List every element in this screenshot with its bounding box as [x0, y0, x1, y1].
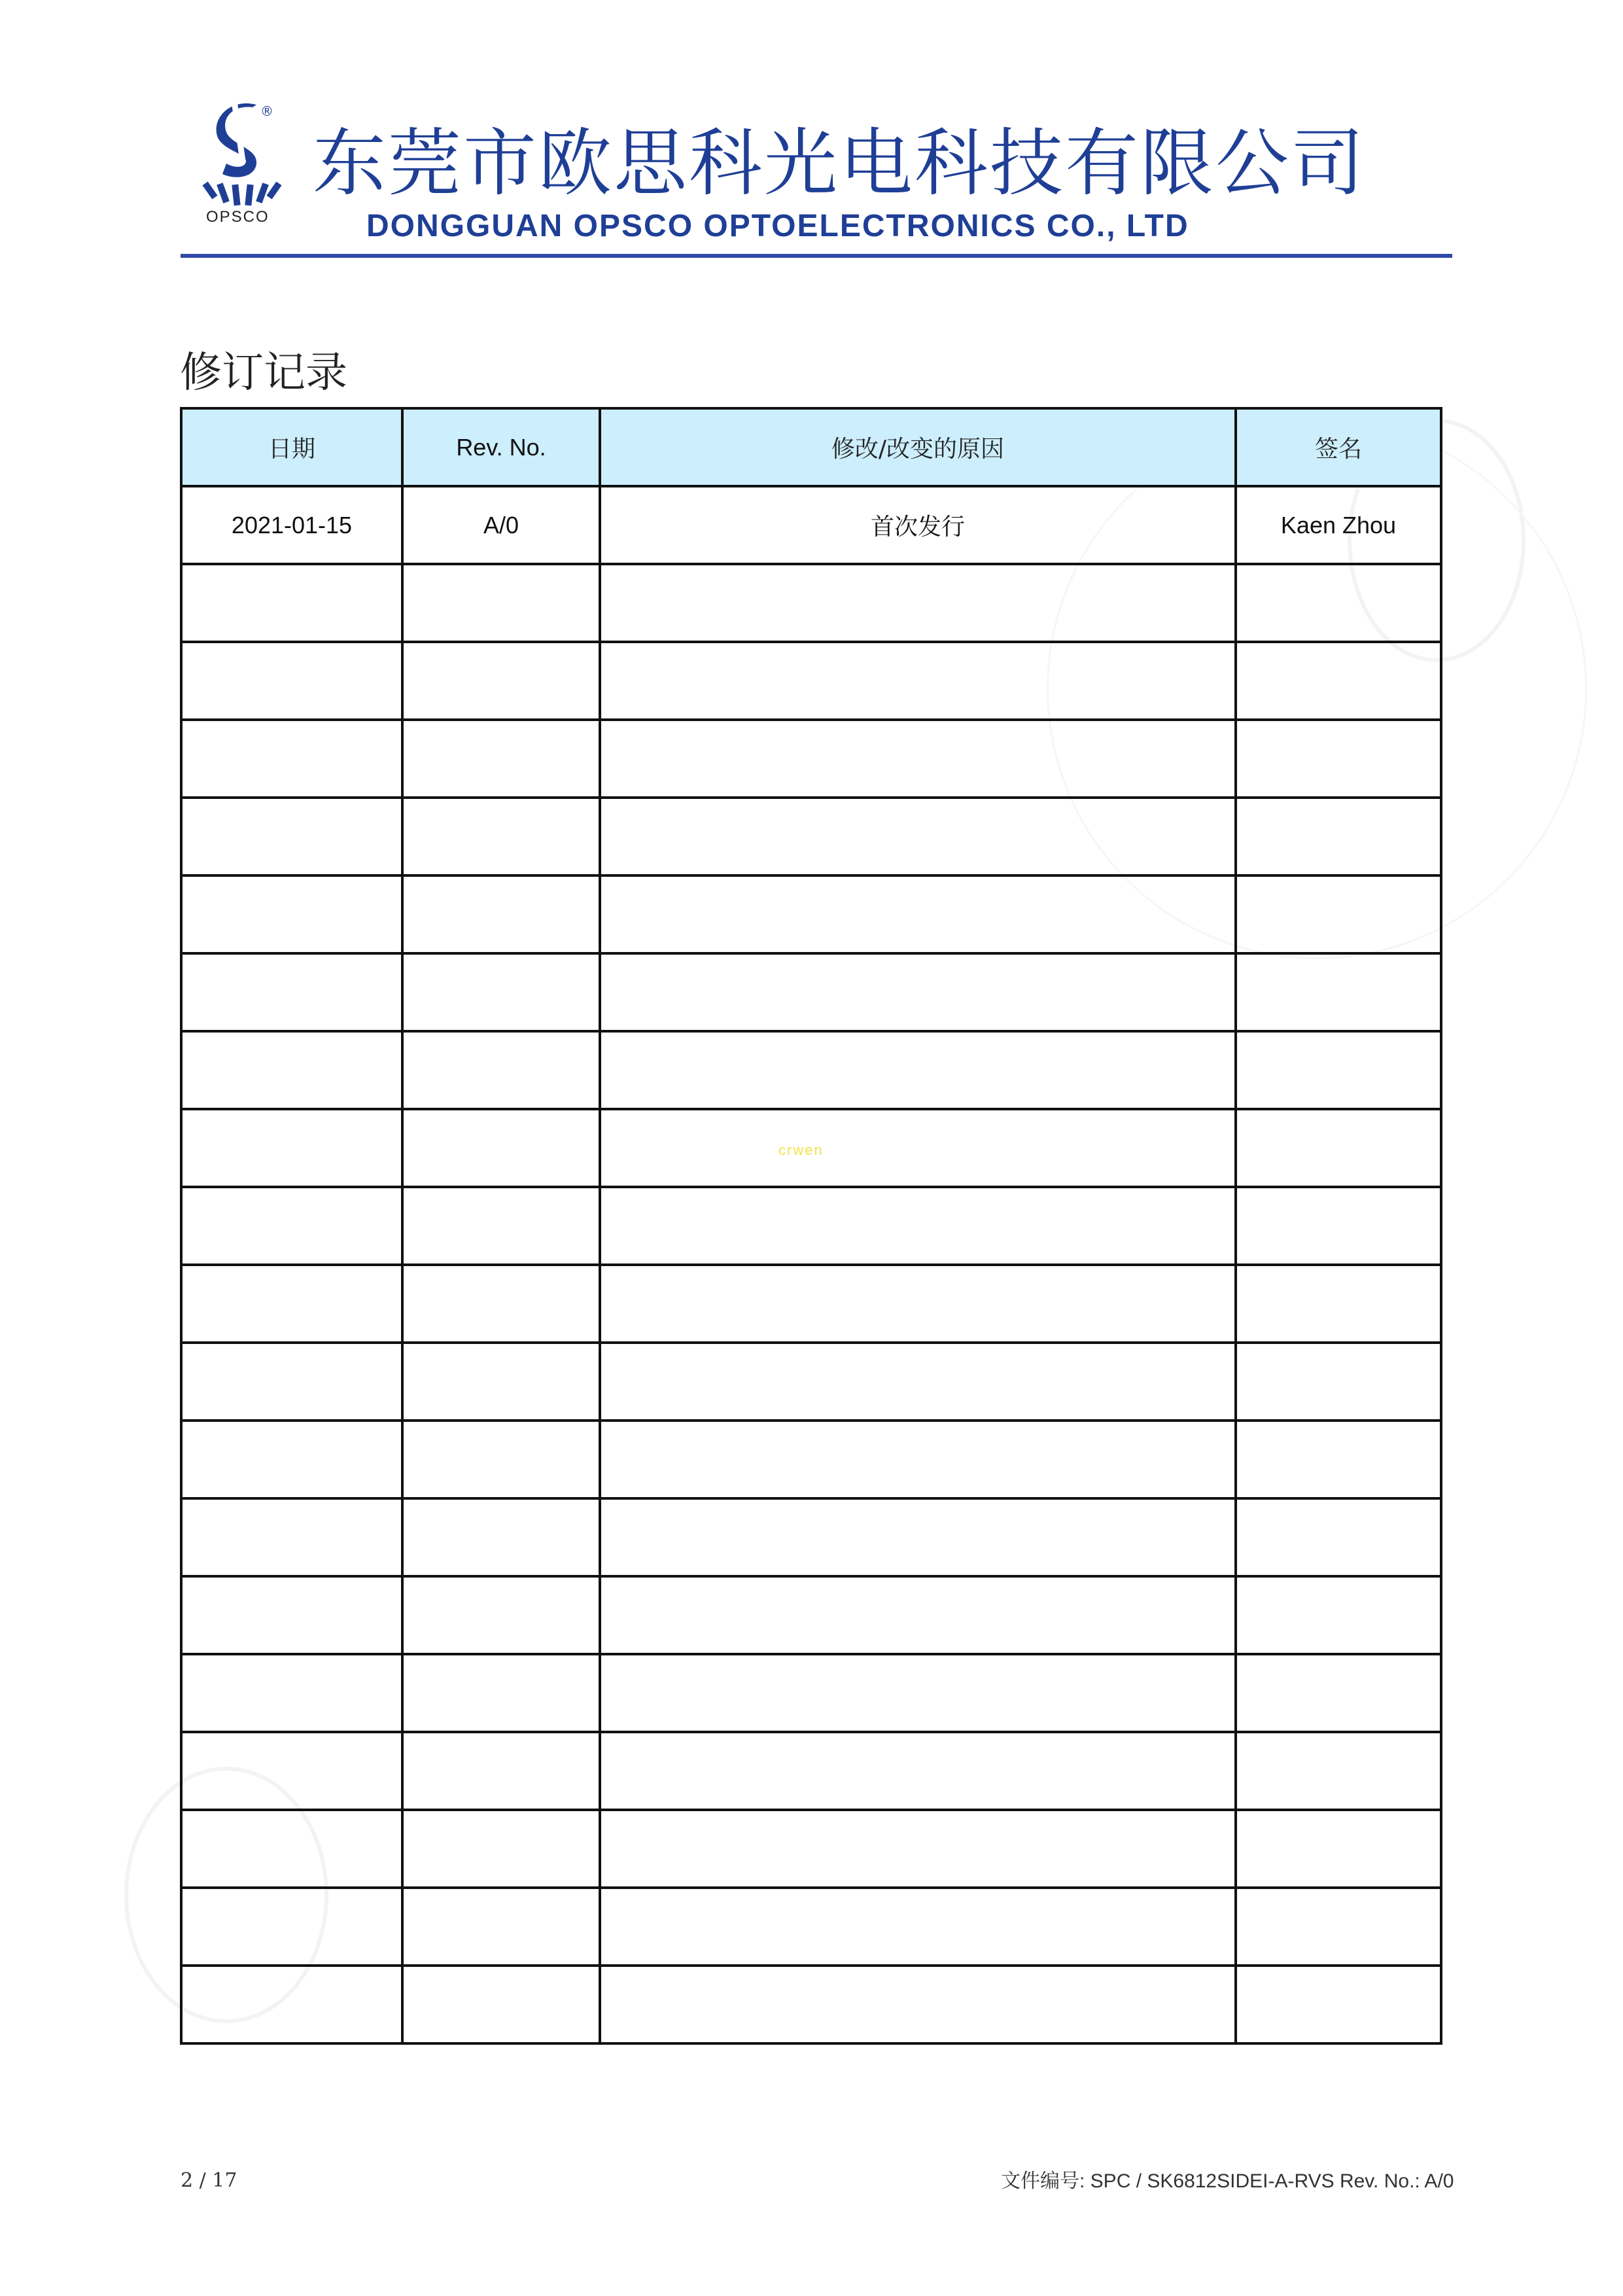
- cell-date: [181, 564, 402, 642]
- cell-date: [181, 1732, 402, 1810]
- table-row: [181, 720, 1441, 798]
- company-name-cn: 东莞市欧思科光电科技有限公司: [313, 121, 1366, 206]
- cell-reason: [600, 875, 1236, 953]
- cell-reason: [600, 642, 1236, 720]
- cell-rev-no: [402, 1031, 600, 1109]
- cell-signature: [1236, 1810, 1441, 1888]
- cell-signature: [1236, 1109, 1441, 1187]
- cell-signature: [1236, 1343, 1441, 1421]
- cell-signature: [1236, 1265, 1441, 1343]
- cell-date: [181, 1654, 402, 1732]
- table-row: [181, 953, 1441, 1031]
- page-title: 修订记录: [180, 349, 347, 397]
- cell-reason: [600, 1810, 1236, 1888]
- cell-date: [181, 1265, 402, 1343]
- table-body: [181, 486, 1441, 2043]
- cell-signature: [1236, 1654, 1441, 1732]
- cell-rev-no: [402, 564, 600, 642]
- header-divider: [181, 254, 1452, 258]
- cell-rev-no: [402, 1421, 600, 1498]
- cell-rev-no: [402, 1343, 600, 1421]
- table-row: [181, 1187, 1441, 1265]
- cell-signature: [1236, 564, 1441, 642]
- cell-date: [181, 1031, 402, 1109]
- cell-rev-no: [402, 1966, 600, 2043]
- cell-date: [181, 953, 402, 1031]
- header-date: 日期: [181, 408, 402, 486]
- cell-date: [181, 720, 402, 798]
- cell-date: [181, 642, 402, 720]
- table-row: [181, 1966, 1441, 2043]
- cell-rev-no: [402, 1654, 600, 1732]
- cell-reason: [600, 1421, 1236, 1498]
- cell-signature: [1236, 1187, 1441, 1265]
- cell-reason: [600, 1187, 1236, 1265]
- cell-rev-no: [402, 875, 600, 953]
- table-row: [181, 1343, 1441, 1421]
- cell-reason: [600, 1966, 1236, 2043]
- header-signature: 签名: [1236, 408, 1441, 486]
- table-row: [181, 486, 1441, 564]
- cell-reason: [600, 1888, 1236, 1966]
- cell-rev-no: [402, 1265, 600, 1343]
- cell-signature: [1236, 1576, 1441, 1654]
- revision-table: [180, 407, 1442, 2045]
- cell-reason: [600, 1031, 1236, 1109]
- document-number: 文件编号: SPC / SK6812SIDEI-A-RVS Rev. No.: A/0: [1001, 2170, 1454, 2192]
- stamp-text: crwen: [778, 1142, 824, 1158]
- cell-date: [181, 1810, 402, 1888]
- cell-reason: [600, 1576, 1236, 1654]
- cell-signature: [1236, 1732, 1441, 1810]
- table-row: [181, 1421, 1441, 1498]
- cell-date: [181, 875, 402, 953]
- cell-date: [181, 1576, 402, 1654]
- cell-signature: [1236, 1421, 1441, 1498]
- cell-rev-no: [402, 1810, 600, 1888]
- table-row: [181, 1654, 1441, 1732]
- cell-reason: [600, 1109, 1236, 1187]
- cell-reason: [600, 798, 1236, 875]
- cell-signature: [1236, 953, 1441, 1031]
- cell-date: [181, 1343, 402, 1421]
- cell-rev-no: [402, 1732, 600, 1810]
- cell-rev-no: A/0: [402, 486, 600, 564]
- cell-signature: [1236, 642, 1441, 720]
- table-row: [181, 564, 1441, 642]
- cell-rev-no: [402, 798, 600, 875]
- cell-rev-no: [402, 1109, 600, 1187]
- cell-date: [181, 1421, 402, 1498]
- table-row: [181, 798, 1441, 875]
- company-name-en: DONGGUAN OPSCO OPTOELECTRONICS CO., LTD: [366, 209, 1189, 243]
- table-row: [181, 1732, 1441, 1810]
- table-header-row: [181, 408, 1441, 486]
- cell-rev-no: [402, 1576, 600, 1654]
- table-row: [181, 1265, 1441, 1343]
- table-row: [181, 1498, 1441, 1576]
- cell-reason: [600, 953, 1236, 1031]
- cell-signature: Kaen Zhou: [1236, 486, 1441, 564]
- table-row: [181, 642, 1441, 720]
- cell-date: [181, 1498, 402, 1576]
- cell-date: [181, 798, 402, 875]
- header-rev-no: Rev. No.: [402, 408, 600, 486]
- table-row: [181, 1576, 1441, 1654]
- cell-signature: [1236, 1498, 1441, 1576]
- cell-reason: [600, 1343, 1236, 1421]
- cell-reason: [600, 564, 1236, 642]
- cell-signature: [1236, 1966, 1441, 2043]
- cell-signature: [1236, 875, 1441, 953]
- cell-rev-no: [402, 1187, 600, 1265]
- cell-rev-no: [402, 953, 600, 1031]
- cell-date: [181, 1187, 402, 1265]
- header-reason: 修改/改变的原因: [600, 408, 1236, 486]
- cell-reason: [600, 1498, 1236, 1576]
- table-row: [181, 1888, 1441, 1966]
- cell-signature: [1236, 1031, 1441, 1109]
- cell-date: 2021-01-15: [181, 486, 402, 564]
- page-number: 2 / 17: [181, 2169, 237, 2192]
- registered-mark: ®: [260, 103, 273, 119]
- cell-rev-no: [402, 642, 600, 720]
- cell-reason: 首次发行: [600, 486, 1236, 564]
- cell-date: [181, 1966, 402, 2043]
- cell-rev-no: [402, 720, 600, 798]
- cell-signature: [1236, 798, 1441, 875]
- cell-date: [181, 1888, 402, 1966]
- cell-signature: [1236, 720, 1441, 798]
- table-row: [181, 1810, 1441, 1888]
- cell-rev-no: [402, 1888, 600, 1966]
- cell-reason: [600, 720, 1236, 798]
- table-row: [181, 875, 1441, 953]
- cell-reason: [600, 1654, 1236, 1732]
- cell-signature: [1236, 1888, 1441, 1966]
- cell-rev-no: [402, 1498, 600, 1576]
- cell-date: [181, 1109, 402, 1187]
- table-row: [181, 1031, 1441, 1109]
- logo-text: OPSCO: [206, 208, 270, 226]
- cell-reason: [600, 1732, 1236, 1810]
- cell-reason: [600, 1265, 1236, 1343]
